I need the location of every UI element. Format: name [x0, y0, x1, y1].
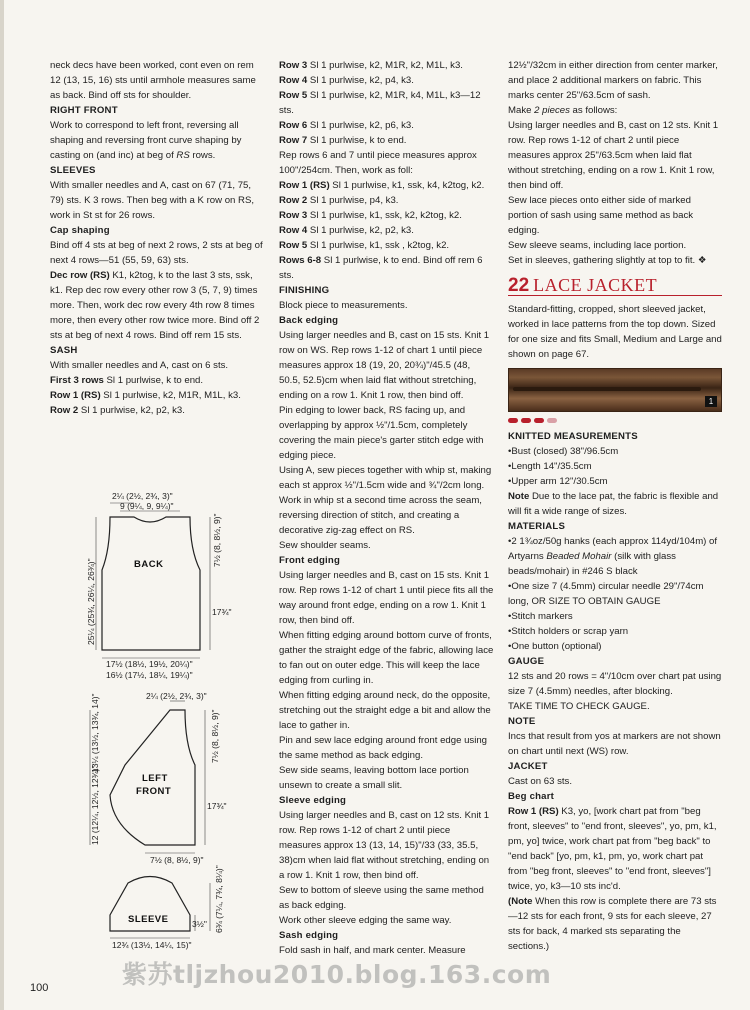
paragraph: Work to correspond to left front, reversing all shaping and reversing front curve shaping by casting on (and inc) at beg of RS rows.: [50, 120, 242, 161]
section-heading: RIGHT FRONT: [50, 105, 118, 116]
back-armhole-label: 7½ (8, 8½, 9)": [212, 513, 222, 567]
back-top-width-label: 2¼ (2½, 2¾, 3)": [112, 491, 173, 501]
schematic-diagrams: [50, 475, 266, 975]
sub-heading: Cap shaping: [50, 225, 110, 236]
pattern-title: [508, 275, 722, 296]
list-item: • One button (optional): [508, 639, 722, 654]
skill-dot-icon: [521, 418, 531, 423]
front-lower-length-label: 12 (12¼, 12½, 12¾)": [90, 765, 100, 845]
sleeve-cap-height-label: 6¾ (7¼, 7¾, 8¼)": [214, 865, 224, 933]
instruction-row: Row 5 Sl 1 purlwise, k2, M1R, k4, M1L, k3—12 sts.: [279, 90, 481, 116]
list-item: • Upper arm 12"/30.5cm: [508, 474, 722, 489]
skill-dot-icon: [534, 418, 544, 423]
front-top-width-label: 2¼ (2½, 2¾, 3)": [146, 691, 207, 701]
paragraph: When fitting edging around neck, do the opposite, stretching out the straight edge a bit and allow the lace to gather in.: [279, 690, 491, 731]
instruction-row: Row 4 Sl 1 purlwise, k2, p2, k3.: [279, 225, 414, 236]
sleeve-side-label: 3½": [192, 919, 207, 929]
paragraph: Rep rows 6 and 7 until piece measures approx 100"/254cm. Then, work as foll:: [279, 150, 477, 176]
section-heading: GAUGE: [508, 656, 545, 667]
paragraph: Dec row (RS) K1, k2tog, k to the last 3 sts, ssk, k1. Rep dec row every other row 3 (5, 7, 9) times more. Then, work dec row every 4th row 8 times more, then every other row twice more. Bind off 2 sts at beg of next 4 rows. Bind off rem 15 sts.: [50, 270, 260, 341]
sub-heading: Sash edging: [279, 930, 339, 941]
paragraph: Using larger needles and B, cast on 15 sts. Knit 1 row. Rep rows 1-12 of chart 1 until piece fits all the way around front edge, ending on a row 1. Knit 1 row, then bind off.: [279, 570, 494, 626]
paragraph: Block piece to measurements.: [279, 300, 408, 311]
front-side-length-label: 17¾": [207, 801, 227, 811]
paragraph: Work other sleeve edging the same way.: [279, 915, 452, 926]
section-heading: SASH: [50, 345, 78, 356]
skill-level-indicator: [508, 418, 722, 423]
paragraph: Sew to bottom of sleeve using the same method as back edging.: [279, 885, 484, 911]
title-rule: [508, 295, 722, 296]
sleeve-bottom-width-label: 12¾ (13½, 14¼, 15)": [112, 940, 192, 950]
paragraph: With smaller needles and A, cast on 67 (71, 75, 79) sts. K 3 rows. Then beg with a K row on RS, work in St st for 26 rows.: [50, 180, 255, 221]
column-2: [279, 58, 494, 958]
paragraph: Make 2 pieces as follows:: [508, 105, 618, 116]
instruction-row: Row 5 Sl 1 purlwise, k1, ssk , k2tog, k2.: [279, 240, 450, 251]
paragraph: Set in sleeves, gathering slightly at top to fit. ❖: [508, 255, 707, 266]
instruction-row: Row 4 Sl 1 purlwise, k2, p4, k3.: [279, 75, 414, 86]
paragraph: 12 sts and 20 rows = 4"/10cm over chart pat using size 7 (4.5mm) needles, after blocking.: [508, 671, 722, 697]
paragraph: Using larger needles and B, cast on 15 sts. Knit 1 row on WS. Rep rows 1-12 of chart 1 until piece measures approx 18 (19, 20, 20¾)"/45.5 (48, 50.5, 52.5)cm when laid flat without stretching, ending on a row 1. Knit 1 row, then bind off.: [279, 330, 490, 401]
instruction-row: Row 1 (RS) Sl 1 purlwise, k1, ssk, k4, k2tog, k2.: [279, 180, 485, 191]
section-heading: MATERIALS: [508, 521, 566, 532]
section-heading: JACKET: [508, 761, 548, 772]
instruction-row: Row 2 Sl 1 purlwise, p4, k3.: [279, 195, 399, 206]
column-3: [508, 58, 722, 954]
skill-dot-icon: [547, 418, 557, 423]
back-piece-label: BACK: [134, 559, 164, 570]
page-number: 100: [30, 982, 49, 994]
schematic-svg: [50, 475, 266, 975]
section-heading: FINISHING: [279, 285, 330, 296]
yarn-strand: [513, 387, 701, 391]
instruction-row: First 3 rows Sl 1 purlwise, k to end.: [50, 375, 204, 386]
instruction-row: Row 1 (RS) Sl 1 purlwise, k2, M1R, M1L, k3.: [50, 390, 241, 401]
list-item: • Stitch holders or scrap yarn: [508, 624, 722, 639]
back-width-b-label: 16½ (17½, 18¼, 19¼)": [106, 670, 193, 680]
section-heading: SLEEVES: [50, 165, 96, 176]
back-side-length-label: 17¾": [212, 607, 232, 617]
swatch-number-tag: 1: [705, 396, 717, 407]
paragraph: Sew shoulder seams.: [279, 540, 371, 551]
sub-heading: Front edging: [279, 555, 341, 566]
paragraph: Cast on 63 sts.: [508, 776, 572, 787]
paragraph: When fitting edging around bottom curve of fronts, gather the straight edge of the fabric, allowing lace to fan out on outer edge. This will keep the lace edging from curling in.: [279, 630, 494, 686]
paragraph: Using A, sew pieces together with whip st, making each st approx ½"/1.5cm wide and ¾"/2cm long. Work in whip st a second time across the seam, reversing direction of stitch, and creating a decorative zig-zag effect on RS.: [279, 465, 492, 536]
instruction-row: Row 7 Sl 1 purlwise, k to end.: [279, 135, 407, 146]
list-item: • Stitch markers: [508, 609, 722, 624]
back-total-length-label: 25¼ (25¾, 26¼, 26¾)": [86, 558, 96, 645]
paragraph: 12½"/32cm in either direction from center marker, and place 2 additional markers on fabric. This marks center 25"/63.5cm of sash.: [508, 60, 718, 101]
paragraph: Incs that result from yos at markers are not shown on chart until next (WS) row.: [508, 731, 721, 757]
list-item: • Bust (closed) 38"/96.5cm: [508, 444, 722, 459]
pattern-name: LACE JACKET: [533, 275, 658, 295]
front-piece-label-1: LEFT: [142, 773, 168, 784]
paragraph: Pin edging to lower back, RS facing up, and overlapping by approx ½"/1.5cm, completely covering the main piece's garter stitch edge with edging piece.: [279, 405, 484, 461]
paragraph: neck decs have been worked, cont even on rem 12 (13, 15, 16) sts until armhole measures same as back. Bind off sts for shoulder.: [50, 60, 256, 101]
yarn-swatch-image: [508, 368, 722, 412]
paragraph: With smaller needles and A, cast on 6 sts.: [50, 360, 229, 371]
column-1: [50, 58, 266, 418]
paragraph: Fold sash in half, and mark center. Measure: [279, 945, 466, 956]
sub-heading: Back edging: [279, 315, 339, 326]
instruction-row: Row 3 Sl 1 purlwise, k1, ssk, k2, k2tog, k2.: [279, 210, 462, 221]
paragraph: TAKE TIME TO CHECK GAUGE.: [508, 701, 650, 712]
instruction-row: Row 2 Sl 1 purlwise, k2, p2, k3.: [50, 405, 185, 416]
paragraph: Standard-fitting, cropped, short sleeved jacket, worked in lace patterns from the top down. Sized for one size and fits Small, Medium and Large and shown on page 67.: [508, 304, 722, 360]
paragraph: Using larger needles and B, cast on 12 sts. Knit 1 row. Rep rows 1-12 of chart 2 until piece measures approx 25"/63.5cm when laid flat without stretching, ending on a row 1. Knit 1 row, then bind off.: [508, 120, 719, 191]
back-neck-width-label: 9 (9¼, 9, 9¼)": [120, 501, 174, 511]
front-piece-label-2: FRONT: [136, 786, 172, 797]
paragraph: Using larger needles and B, cast on 12 sts. Knit 1 row. Rep rows 1-12 of chart 2 until piece measures approx 13 (13, 14, 15)"/33 (33, 35.5, 38)cm when laid flat without stretching, ending on a row 1. Knit 1 row, then bind off.: [279, 810, 490, 881]
front-total-length-label: 13¼ (13½, 13¾, 14)": [90, 693, 100, 773]
list-item: • 2 1¾oz/50g hanks (each approx 114yd/104m) of Artyarns Beaded Mohair (silk with glass beads/mohair) in #246 S black: [508, 534, 722, 579]
front-armhole-label: 7½ (8, 8½, 9)": [210, 709, 220, 763]
section-heading: NOTE: [508, 716, 536, 727]
page-spine-shadow: [0, 0, 4, 1010]
skill-dot-icon: [508, 418, 518, 423]
pattern-number: 22: [508, 275, 530, 296]
sleeve-piece-label: SLEEVE: [128, 914, 169, 925]
back-outline: [102, 517, 200, 650]
sub-heading: Sleeve edging: [279, 795, 347, 806]
paragraph: Sew side seams, leaving bottom lace portion unsewn to create a small slit.: [279, 765, 469, 791]
list-item: • Length 14"/35.5cm: [508, 459, 722, 474]
back-width-a-label: 17½ (18½, 19½, 20¼)": [106, 659, 193, 669]
section-heading: KNITTED MEASUREMENTS: [508, 431, 638, 442]
paragraph: Note Due to the lace pat, the fabric is flexible and will fit a wide range of sizes.: [508, 491, 719, 517]
instruction-row: Row 1 (RS) K3, yo, [work chart pat from "beg front, sleeves" to "end front, sleeves", yo, pm, k1, pm, yo] twice, work chart pat from "beg back" to "end back" [yo, pm, k1, pm, yo, work chart pat from "beg front, sleeves" to "end front, sleeves"] twice, yo, k3—10 sts inc'd.: [508, 806, 717, 892]
paragraph: Sew sleeve seams, including lace portion.: [508, 240, 687, 251]
watermark: 紫苏tljzhou2010.blog.163.com: [122, 960, 552, 989]
paragraph: (Note When this row is complete there are 73 sts—12 sts for each front, 9 sts for each sleeve, 27 sts for back, 4 marked sts separating the sections.): [508, 896, 717, 952]
front-bottom-width-label: 7½ (8, 8½, 9)": [150, 855, 204, 865]
sub-heading: Beg chart: [508, 791, 555, 802]
instruction-row: Rows 6-8 Sl 1 purlwise, k to end. Bind off rem 6 sts.: [279, 255, 483, 281]
paragraph: Sew lace pieces onto either side of marked portion of sash using same method as back edging.: [508, 195, 694, 236]
instruction-row: Row 6 Sl 1 purlwise, k2, p6, k3.: [279, 120, 414, 131]
paragraph: Pin and sew lace edging around front edge using the same method as back edging.: [279, 735, 488, 761]
list-item: • One size 7 (4.5mm) circular needle 29"/74cm long, OR SIZE TO OBTAIN GAUGE: [508, 579, 722, 609]
instruction-row: Row 3 Sl 1 purlwise, k2, M1R, k2, M1L, k3.: [279, 60, 463, 71]
paragraph: Bind off 4 sts at beg of next 2 rows, 2 sts at beg of next 4 rows—51 (55, 59, 63) sts.: [50, 240, 263, 266]
